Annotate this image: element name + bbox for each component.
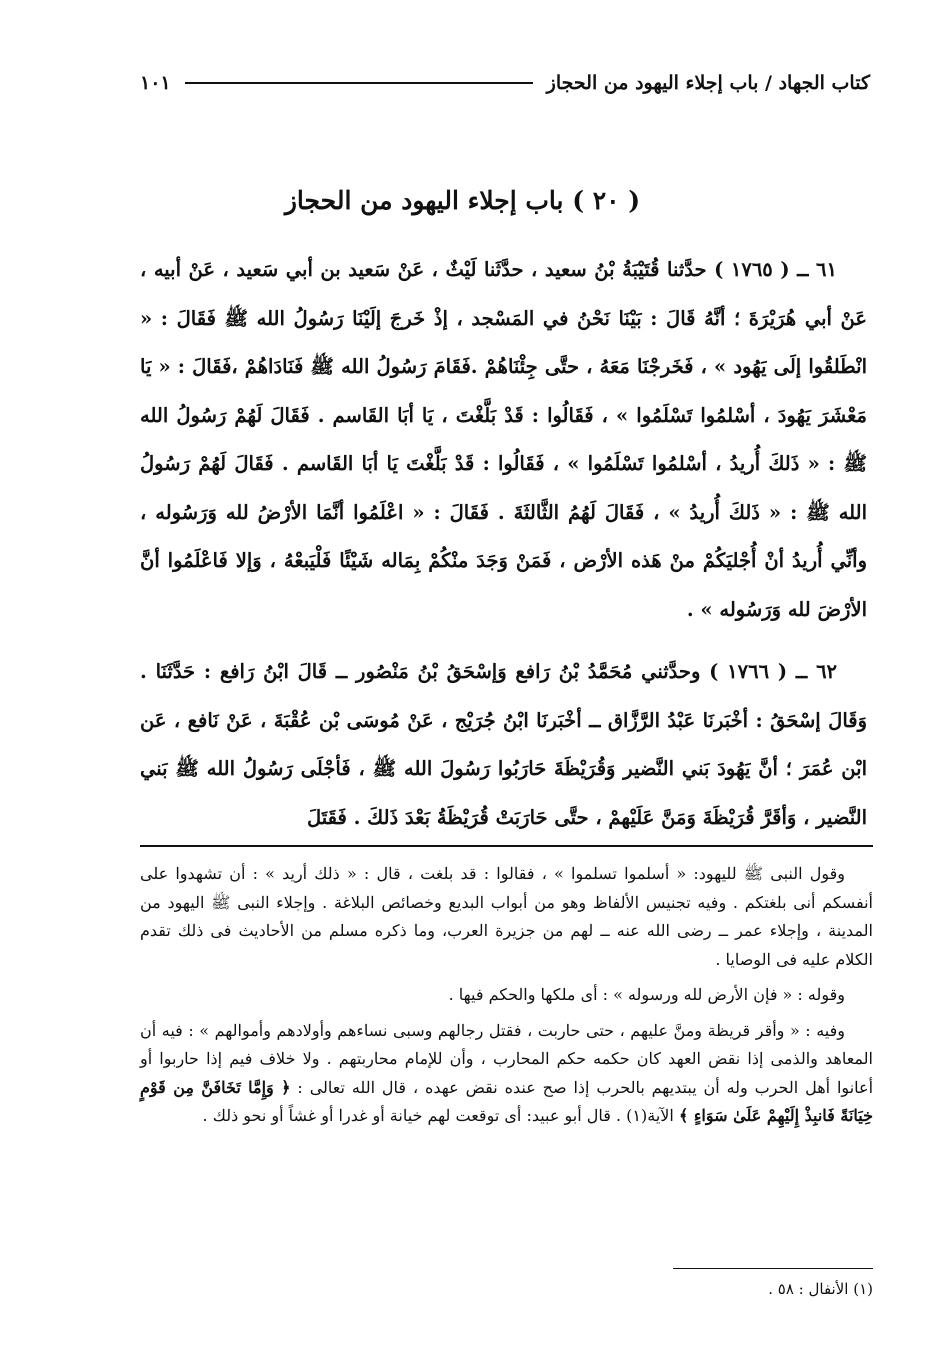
- commentary: [140, 860, 873, 1131]
- commentary-paragraph: وقوله : « فإن الأرض لله ورسوله » : أى ملكها والحكم فيها .: [448, 985, 845, 1004]
- running-title: كتاب الجهاد / باب إجلاء اليهود من الحجاز: [546, 72, 870, 94]
- running-header: [140, 66, 870, 100]
- header-rule: [185, 82, 533, 84]
- footnote-rule: [673, 1268, 873, 1269]
- hadith-paragraph: ٦٢ ــ ( ١٧٦٦ ) وحدَّثني مُحَمَّدُ بْنُ رَافع وَإسْحَقُ بْنُ مَنْصُور ــ قَالَ ابْنُ رَافع : حَدَّثَنَا . وَقَالَ إسْحَقُ : أخْبَرنَا عَبْدُ الرَّزَّاق ــ أخْبَرنَا ابْنُ جُرَيْج ، عَنْ مُوسَى بْن عُقْبَةَ ، عَنْ نَافع ، عَن ابْن عُمَرَ ؛ أنَّ يَهُودَ بَني النَّضير وَقُرَيْظَةَ حَارَبُوا رَسُولَ الله ﷺ ، فَأجْلَى رَسُولُ الله ﷺ بَني النَّضير ، وَأقَرَّ قُرَيْظَةَ وَمَنَّ عَلَيْهمْ ، حتَّى حَارَبَتْ قُرَيْظَةُ بَعْدَ ذَلكَ . فَقَتَلَ: [140, 660, 867, 829]
- hadith-text: [140, 246, 867, 842]
- text-separator-rule: [140, 845, 873, 847]
- chapter-title: ( ٢٠ ) باب إجلاء اليهود من الحجاز: [284, 186, 641, 215]
- commentary-paragraph: وقول النبى ﷺ لليهود: « أسلموا تسلموا » ، فقالوا : قد بلغت ، قال : « ذلك أريد » : أن تشهدوا على أنفسكم أنى بلغتكم . وفيه تجنيس الألفاظ وهو من أبواب البديع وخصائص البلاغة . وإجلاء النبى ﷺ اليهود من المدينة ، وإجلاء عمر ــ رضى الله عنه ــ لهم من جزيرة العرب، وما ذكره مسلم من الأحاديث فى ذلك تقدم الكلام عليه فى الوصايا .: [140, 864, 874, 969]
- page-number: ١٠١: [140, 72, 171, 94]
- hadith-paragraph: ٦١ ــ ( ١٧٦٥ ) حدَّثنا قُتَيْبَةُ بْنُ سعيد ، حدَّثَنا لَيْثٌ ، عَنْ سَعيد بن أبي سَعيد ، عَنْ أبيه ، عَنْ أبي هُرَيْرَةَ ؛ أنَّهُ قَالَ : بَيْنَا نَحْنُ في المَسْجد ، إذْ خَرجَ إلَيْنَا رَسُولُ الله ﷺ فَقَالَ : « انْطَلقُوا إلَى يَهُود » ، فَخَرجْنَا مَعَهُ ، حتَّى جِئْنَاهُمْ .فَقَامَ رَسُولُ الله ﷺ فَنَادَاهُمْ ،فَقَالَ : « يَا مَعْشَرَ يَهُودَ ، أسْلمُوا تَسْلَمُوا » ، فَقَالُوا : قَدْ بَلَّغْتَ ، يَا أبَا القَاسم . فَقَالَ لَهُمْ رَسُولُ الله ﷺ : « ذَلكَ أُريدُ ، أسْلمُوا تَسْلَمُوا » ، فَقَالُوا : قَدْ بَلَّغْتَ يَا أبَا القَاسم . فَقَالَ لَهُمْ رَسُولُ الله ﷺ : « ذَلكَ أُريدُ » ، فَقَالَ لَهُمُ الثَّالثَةَ . فَقَالَ : « اعْلَمُوا أنَّمَا الأرْضُ لله وَرَسُوله ، وأنِّي أُريدُ أنْ أُجْليَكُمْ منْ هَذه الأرْض ، فَمَنْ وَجَدَ منْكُمْ بِمَاله شَيْئًا فَلْيَبعْهُ ، وَإلا فَاعْلَمُوا أنَّ الأرْضَ لله وَرَسُوله » .: [140, 258, 867, 621]
- commentary-text: الآية(١) . قال أبو عبيد: أى توقعت لهم خيانة أو غدرا أو غشاً أو نحو ذلك .: [202, 1106, 679, 1125]
- commentary-paragraph: [140, 1017, 873, 1131]
- quran-verse: ﴿ وَإِمَّا تَخَافَنَّ مِن قَوْمٍ خِيَانَةً فَانبِذْ إِلَيْهِمْ عَلَىٰ سَوَاءٍ ﴾: [140, 1077, 873, 1125]
- commentary-text: وفيه : « وأقر قريظة ومنَّ عليهم ، حتى حاربت ، فقتل رجالهم وسبى نساءهم وأولادهم وأموالهم » : فيه أن المعاهد والذمى إذا نقض العهد كان حكمه حكم المحارب ، وأن للإمام محاربتهم . ولا خلاف فيم إذا حاربوا أو أعانوا أهل الحرب وله أن يبتديهم بالحرب إذا صح عنده نقض عهده ، قال الله تعالى :: [140, 1020, 874, 1097]
- footnote: (١) الأنفال : ٥٨ .: [768, 1280, 873, 1298]
